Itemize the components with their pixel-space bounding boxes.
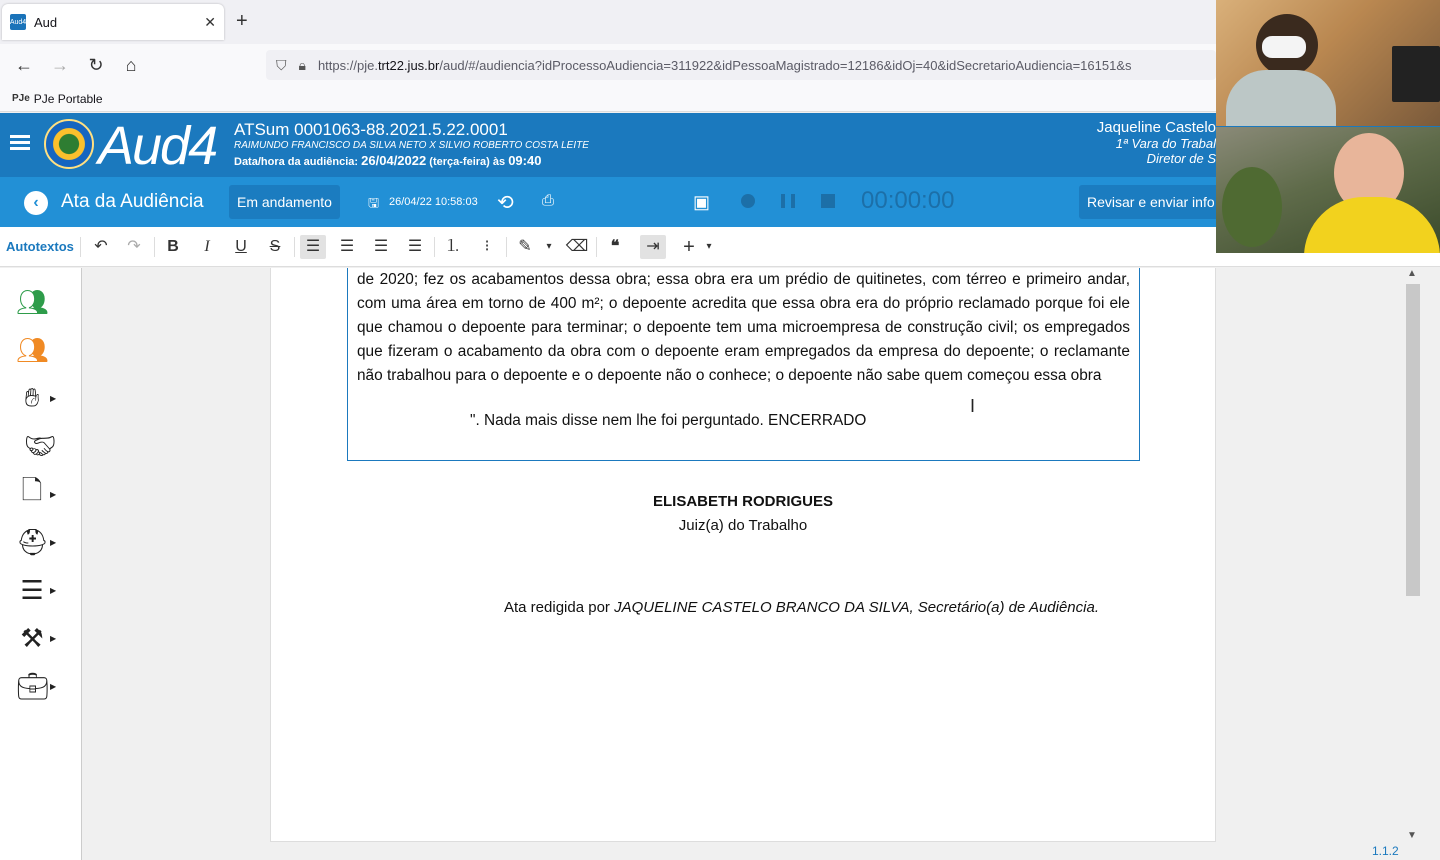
- print-icon[interactable]: ⎙: [542, 192, 555, 209]
- shield-icon[interactable]: ⛉: [276, 56, 287, 73]
- document-icon: 🗋: [21, 475, 43, 505]
- caret-right-icon: ▶: [50, 537, 57, 547]
- lock-icon[interactable]: 🔒︎: [298, 56, 306, 73]
- plant: [1222, 167, 1282, 247]
- judge-name: ELISABETH RODRIGUES: [652, 493, 833, 510]
- medical-kit-icon: ⛑︎: [16, 526, 50, 557]
- align-center-icon[interactable]: ☰: [373, 238, 389, 255]
- bulleted-list-icon[interactable]: ⁝: [484, 238, 490, 255]
- stack-icon: ☰: [20, 574, 44, 605]
- sidebar-item-medical[interactable]: [16, 524, 66, 560]
- video-feed-2: [1216, 127, 1440, 253]
- new-tab-button[interactable]: +: [236, 10, 248, 32]
- camera-off-icon[interactable]: ▣: [693, 192, 711, 212]
- sidebar-item-parties-present[interactable]: [16, 284, 66, 320]
- home-icon[interactable]: ⌂: [125, 55, 137, 75]
- underline-icon[interactable]: U: [235, 238, 247, 255]
- bold-icon[interactable]: B: [167, 238, 179, 255]
- indent-icon[interactable]: ⇥: [640, 235, 666, 259]
- pause-icon[interactable]: [781, 194, 795, 208]
- caret-right-icon: ▶: [50, 585, 57, 595]
- chevron-down-icon[interactable]: ▾: [706, 241, 712, 252]
- drafted-by-line: Ata redigida por JAQUELINE CASTELO BRANCO DA SILVA, Secretário(a) de Audiência.: [504, 599, 1099, 616]
- user-name: Jaqueline Castelo: [1096, 119, 1216, 136]
- sidebar-item-document[interactable]: [16, 476, 66, 512]
- redo-icon[interactable]: ↷: [127, 238, 141, 255]
- close-icon[interactable]: ✕: [204, 13, 216, 30]
- back-arrow-icon[interactable]: ←: [15, 55, 33, 75]
- url-bar[interactable]: [266, 50, 1216, 80]
- gavel-icon: ⚒︎: [20, 622, 44, 653]
- browser-tab[interactable]: [2, 4, 224, 40]
- brazil-emblem-icon: [44, 119, 94, 169]
- caret-right-icon: ▶: [50, 393, 57, 403]
- case-number: ATSum 0001063-88.2021.5.22.0001: [234, 120, 508, 139]
- toolbar-separator: [596, 237, 597, 257]
- record-icon[interactable]: [741, 194, 755, 208]
- status-badge[interactable]: Em andamento: [229, 185, 340, 219]
- pje-logo-icon: PJe: [12, 93, 30, 104]
- toolbar-separator: [294, 237, 295, 257]
- sidebar-item-parties-absent[interactable]: [16, 332, 66, 368]
- user-info: [1097, 119, 1216, 166]
- url-text: https://pje.trt22.jus.br/aud/#/audiencia?idProcessoAudiencia=311922&idPessoaMagistrado=12186&idOj=40&idSecretarioAudiencia=16151&s: [317, 57, 1132, 73]
- undo-icon[interactable]: ↶: [94, 238, 108, 255]
- back-circle-icon[interactable]: ‹: [24, 191, 48, 215]
- briefcase-icon: 💼︎: [16, 670, 50, 701]
- toolbar-separator: [154, 237, 155, 257]
- save-icon: 🖫: [368, 195, 380, 210]
- history-icon[interactable]: ⟲: [497, 192, 514, 214]
- app-version: 1.1.2: [1372, 844, 1399, 858]
- sidebar-item-briefcase[interactable]: [16, 668, 66, 704]
- tab-title: Aud: [34, 14, 58, 30]
- scrollbar-thumb[interactable]: [1406, 284, 1420, 596]
- saved-timestamp: 26/04/22 10:58:03: [389, 196, 478, 208]
- aud4-logo: Aud4: [98, 116, 217, 176]
- hearing-datetime: Data/hora da audiência: 26/04/2022 (terça-feira) às 09:40: [234, 153, 542, 168]
- autotextos-sidebar: [0, 268, 82, 860]
- toolbar-separator: [506, 237, 507, 257]
- user-role: Diretor de S: [1146, 151, 1216, 166]
- caret-right-icon: ▶: [50, 489, 57, 499]
- video-feed-1: [1216, 0, 1440, 126]
- case-parties: RAIMUNDO FRANCISCO DA SILVA NETO X SILVIO ROBERTO COSTA LEITE: [234, 140, 589, 151]
- sidebar-item-stack[interactable]: [16, 572, 66, 608]
- face-mask: [1262, 36, 1306, 58]
- align-right-icon[interactable]: ☰: [407, 238, 423, 255]
- plus-icon[interactable]: +: [683, 236, 695, 258]
- judge-role: Juiz(a) do Trabalho: [678, 517, 808, 534]
- sidebar-item-gavel[interactable]: [16, 620, 66, 656]
- autotextos-label[interactable]: Autotextos: [6, 239, 74, 254]
- highlight-icon[interactable]: ✎: [518, 238, 532, 255]
- sidebar-item-agreement[interactable]: [16, 428, 66, 464]
- testimony-paragraph[interactable]: de 2020; fez os acabamentos dessa obra; essa obra era um prédio de quitinetes, com térreo e primeiro andar, com uma área em torno de 400 m²; o depoente acredita que essa obra era do próprio reclamado porque foi ele que chamou o depoente para terminar; o depoente tem uma microempresa de construção civil; os empregados que fizeram o acabamento da obra com o depoente eram empregados da empresa do depoente; o reclamante não trabalhou para o depoente e o depoente não o conhece; o depoente não sabe quem começou essa obra: [357, 271, 1130, 384]
- caret-right-icon: ▶: [50, 681, 57, 691]
- recording-timer: 00:00:00: [861, 187, 955, 214]
- text-cursor-icon: I: [970, 396, 976, 416]
- scroll-up-icon[interactable]: ▲: [1407, 268, 1417, 279]
- eraser-icon[interactable]: ⌫: [565, 238, 589, 255]
- caret-right-icon: ▶: [50, 633, 57, 643]
- strikethrough-icon[interactable]: S: [269, 238, 281, 255]
- menu-icon[interactable]: [10, 135, 30, 151]
- monitor: [1392, 46, 1440, 102]
- chevron-down-icon[interactable]: ▾: [546, 241, 552, 252]
- quote-icon[interactable]: ❝: [610, 238, 620, 255]
- page-title: Ata da Audiência: [61, 191, 204, 212]
- aud-favicon-icon: Aud4: [10, 14, 26, 30]
- align-left-icon[interactable]: ☰: [339, 238, 355, 255]
- italic-icon[interactable]: I: [204, 238, 210, 255]
- stop-icon[interactable]: [821, 194, 835, 208]
- numbered-list-icon[interactable]: ⒈: [444, 238, 461, 255]
- users-green-icon: 👥︎: [16, 286, 50, 317]
- reload-icon[interactable]: ↻: [88, 55, 104, 75]
- bookmark-pje-portable[interactable]: PJe Portable: [33, 91, 103, 106]
- users-orange-icon: 👥︎: [16, 334, 50, 365]
- handshake-icon: 🤝︎: [24, 430, 58, 461]
- user-unit: 1ª Vara do Trabal: [1115, 136, 1216, 151]
- sidebar-item-hand[interactable]: [16, 380, 66, 416]
- align-justify-icon[interactable]: ☰: [300, 235, 326, 259]
- review-send-button[interactable]: Revisar e enviar info: [1079, 185, 1223, 219]
- closing-line[interactable]: ". Nada mais disse nem lhe foi perguntado. ENCERRADO: [470, 412, 867, 429]
- hand-icon: ✋︎: [24, 382, 40, 412]
- toolbar-separator: [80, 237, 81, 257]
- participant-body: [1226, 70, 1336, 126]
- forward-arrow-icon[interactable]: →: [51, 55, 69, 75]
- participant-body: [1304, 197, 1440, 253]
- scroll-down-icon[interactable]: ▼: [1407, 830, 1417, 841]
- toolbar-separator: [434, 237, 435, 257]
